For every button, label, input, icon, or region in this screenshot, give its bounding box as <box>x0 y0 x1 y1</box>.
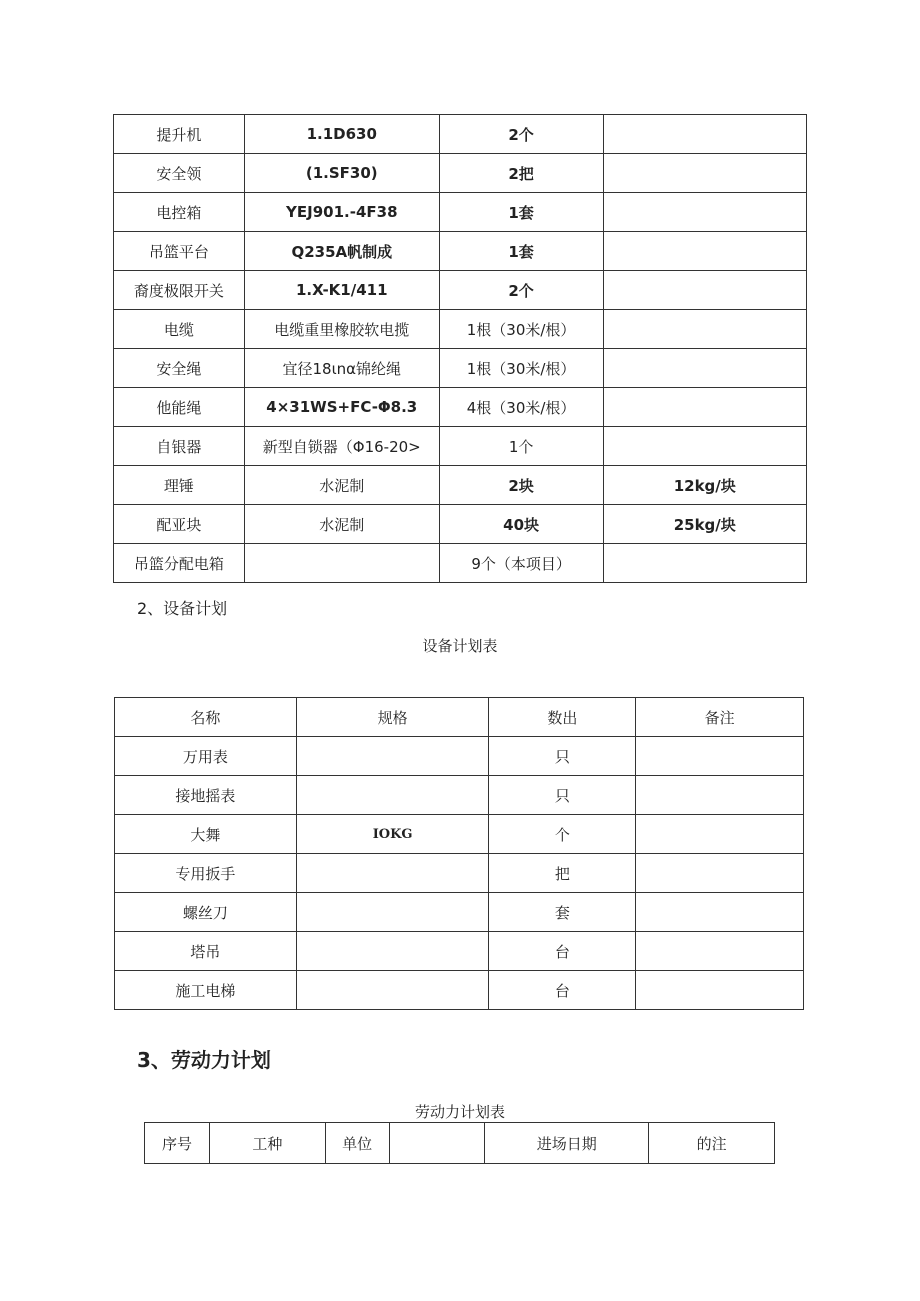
item-spec: 新型自锁器（Φ16-20> <box>244 427 439 466</box>
equipment-spec <box>296 971 489 1010</box>
materials-table-body <box>114 115 807 583</box>
equipment-note <box>636 971 804 1010</box>
item-note <box>603 388 807 427</box>
item-note <box>603 544 807 583</box>
header-blank <box>389 1123 485 1164</box>
equipment-name: 专用扳手 <box>115 854 297 893</box>
item-name: 配亚块 <box>114 505 245 544</box>
table-header-row <box>115 698 804 737</box>
item-name: 理锤 <box>114 466 245 505</box>
item-spec: (1.SF30) <box>244 154 439 193</box>
equipment-spec <box>296 737 489 776</box>
table-row <box>114 505 807 544</box>
equipment-name: 塔吊 <box>115 932 297 971</box>
item-spec: 水泥制 <box>244 505 439 544</box>
item-qty: 2个 <box>439 271 603 310</box>
item-spec: 宜径18ιnα锦纶绳 <box>244 349 439 388</box>
equipment-note <box>636 815 804 854</box>
table-row <box>114 427 807 466</box>
item-note: 25kg/块 <box>603 505 807 544</box>
item-qty: 1套 <box>439 193 603 232</box>
table-row <box>114 232 807 271</box>
item-spec: Q235A帆制成 <box>244 232 439 271</box>
labor-table <box>144 1122 775 1164</box>
table-row <box>114 271 807 310</box>
table-row <box>114 115 807 154</box>
item-note <box>603 193 807 232</box>
item-qty: 4根（30米/根） <box>439 388 603 427</box>
item-name: 裔度极限开关 <box>114 271 245 310</box>
table-row <box>115 776 804 815</box>
item-spec: 水泥制 <box>244 466 439 505</box>
item-name: 吊篮分配电箱 <box>114 544 245 583</box>
item-spec: YEJ901.-4F38 <box>244 193 439 232</box>
equipment-name: 施工电梯 <box>115 971 297 1010</box>
item-name: 他能绳 <box>114 388 245 427</box>
item-name: 安全绳 <box>114 349 245 388</box>
section-heading-labor: 3、劳动力计划 <box>137 1048 271 1072</box>
header-unit: 单位 <box>325 1123 389 1164</box>
equipment-note <box>636 776 804 815</box>
table-header-row <box>145 1123 775 1164</box>
item-name: 安全领 <box>114 154 245 193</box>
item-qty: 1根（30米/根） <box>439 349 603 388</box>
item-qty: 9个（本项目） <box>439 544 603 583</box>
item-note <box>603 349 807 388</box>
equipment-unit: 台 <box>489 932 636 971</box>
equipment-spec <box>296 893 489 932</box>
table-row <box>114 466 807 505</box>
item-qty: 2块 <box>439 466 603 505</box>
table-row <box>115 893 804 932</box>
equipment-unit: 套 <box>489 893 636 932</box>
equipment-table-caption: 设备计划表 <box>422 637 498 655</box>
item-note <box>603 271 807 310</box>
equipment-unit: 台 <box>489 971 636 1010</box>
header-spec: 规格 <box>296 698 489 737</box>
item-qty: 1套 <box>439 232 603 271</box>
equipment-name: 接地摇表 <box>115 776 297 815</box>
header-serial: 序号 <box>145 1123 210 1164</box>
equipment-spec <box>296 932 489 971</box>
item-spec: 1.X-K1/411 <box>244 271 439 310</box>
equipment-table <box>114 697 804 1010</box>
item-qty: 2个 <box>439 115 603 154</box>
table-row <box>115 854 804 893</box>
item-note <box>603 427 807 466</box>
equipment-spec <box>296 776 489 815</box>
item-note <box>603 310 807 349</box>
table-row <box>114 154 807 193</box>
table-row <box>114 388 807 427</box>
equipment-unit: 个 <box>489 815 636 854</box>
item-name: 电缆 <box>114 310 245 349</box>
table-row <box>114 310 807 349</box>
item-qty: 2把 <box>439 154 603 193</box>
header-qty: 数出 <box>489 698 636 737</box>
item-name: 电控箱 <box>114 193 245 232</box>
table-row <box>115 971 804 1010</box>
equipment-note <box>636 932 804 971</box>
equipment-unit: 只 <box>489 737 636 776</box>
item-qty: 1根（30米/根） <box>439 310 603 349</box>
item-spec <box>244 544 439 583</box>
equipment-spec: IOKG <box>296 815 489 854</box>
equipment-name: 螺丝刀 <box>115 893 297 932</box>
item-note <box>603 154 807 193</box>
item-name: 吊篮平台 <box>114 232 245 271</box>
header-trade: 工种 <box>209 1123 325 1164</box>
equipment-note <box>636 737 804 776</box>
item-spec: 1.1D630 <box>244 115 439 154</box>
item-qty: 1个 <box>439 427 603 466</box>
section-heading-equipment: 2、设备计划 <box>137 599 228 618</box>
table-row <box>115 737 804 776</box>
table-row <box>114 544 807 583</box>
equipment-spec <box>296 854 489 893</box>
equipment-unit: 把 <box>489 854 636 893</box>
item-spec: 4×31WS+FC-Φ8.3 <box>244 388 439 427</box>
equipment-name: 大舞 <box>115 815 297 854</box>
equipment-name: 万用表 <box>115 737 297 776</box>
table-row <box>114 193 807 232</box>
item-name: 提升机 <box>114 115 245 154</box>
materials-table <box>113 114 807 583</box>
equipment-unit: 只 <box>489 776 636 815</box>
item-note <box>603 115 807 154</box>
header-note: 备注 <box>636 698 804 737</box>
labor-table-caption: 劳动力计划表 <box>414 1103 505 1121</box>
equipment-note <box>636 854 804 893</box>
item-note <box>603 232 807 271</box>
header-entry-date: 进场日期 <box>485 1123 649 1164</box>
header-name: 名称 <box>115 698 297 737</box>
item-name: 自银器 <box>114 427 245 466</box>
item-note: 12kg/块 <box>603 466 807 505</box>
header-note: 的注 <box>649 1123 775 1164</box>
table-row <box>115 815 804 854</box>
equipment-note <box>636 893 804 932</box>
item-qty: 40块 <box>439 505 603 544</box>
table-row <box>115 932 804 971</box>
table-row <box>114 349 807 388</box>
item-spec: 电缆重里橡胶软电揽 <box>244 310 439 349</box>
